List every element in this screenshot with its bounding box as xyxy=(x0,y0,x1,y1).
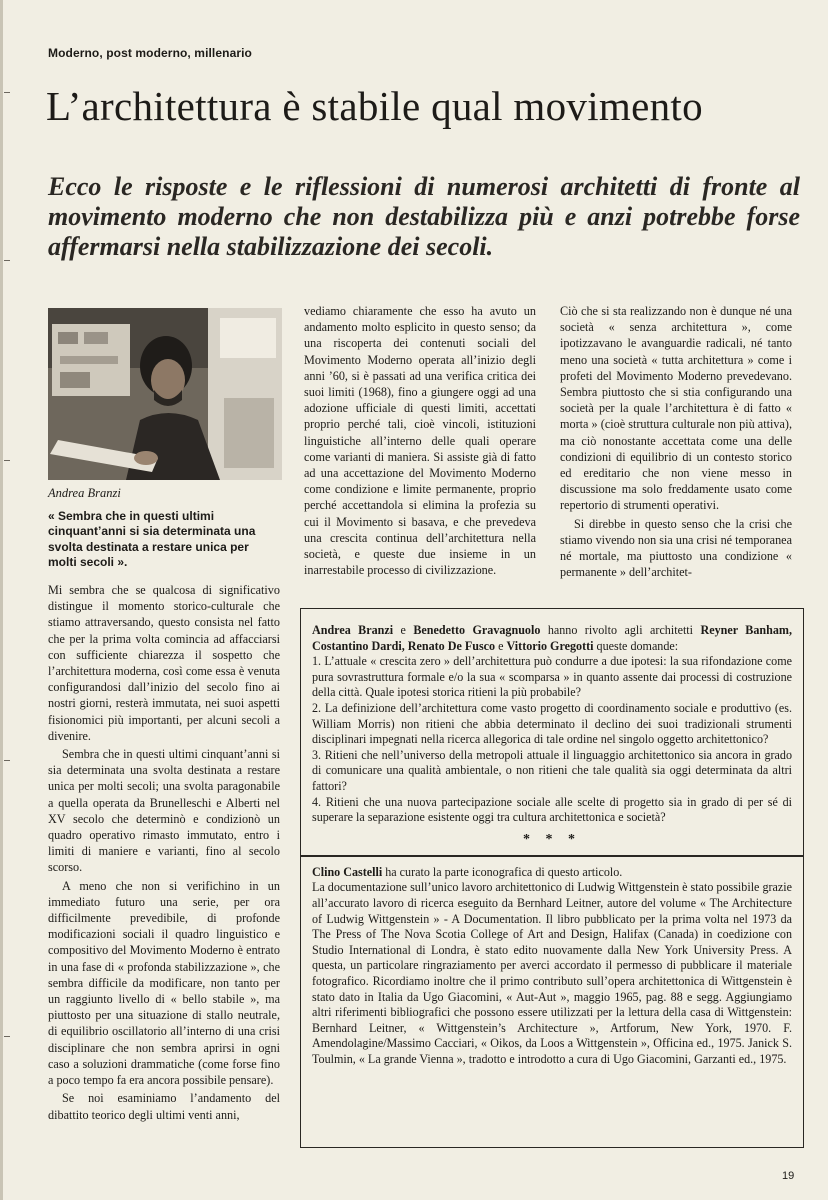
intro-part: e xyxy=(495,638,507,653)
intro-part: queste domande: xyxy=(593,638,679,653)
section-separator: * * * xyxy=(523,831,581,847)
question-item: 1. L’attuale « crescita zero » dell’architettura può condurre a due ipotesi: la sua rifondazione come pura sovrastruttura formale e/o la sua « scomparsa » in quanto assente dai processi di costruzione della città. Quale ipotesi storica ritieni la più probabile? xyxy=(312,654,792,700)
body-column-1 xyxy=(48,582,280,1123)
credits-body: La documentazione sull’unico lavoro architettonico di Ludwig Wittgenstein è stato possibile grazie all’accurato lavoro di ricerca eseguito da Bernhard Leitner, autore del volume « The Architecture of Ludwig Wittgenstein » - A Documentation. Il libro pubblicato per la prima volta nel 1973 da The Press of The Nova Scotia College of Art and Design, Halifax (Canada) in coedizione con Studio International di Londra, è stato edito nuovamente dalla New York University Press. A questa, un particolare ringraziamento per averci accordato il permesso di pubblicare il materiale fotografico. Ricordiamo inoltre che il primo contributo sull’opera architettonica di Wittgenstein è stato dato in Italia da Ugo Giacomini, « Aut-Aut », maggio 1965, pag. 88 e segg. Aggiungiamo altri riferimenti bibliografici che possono essere utilizzati per la lettura della casa di Wittgenstein: Bernhard Leitner, « Wittgenstein’s Architecture », Artforum, New York, 1970. F. Amendolagine/Massimo Cacciari, « Oikos, da Loos a Wittgenstein », Officina ed., 1975. Janick S. Toulmin, « La grande Vienna », tradotto e introdotto a cura di Ugo Giacomini, Garzanti ed., 1975. xyxy=(312,880,792,1066)
box-divider xyxy=(301,855,803,857)
article-lede: Ecco le risposte e le riflessioni di numerosi architetti di fronte al movimento moderno che non destabilizza più e anzi potrebbe forse affermarsi nella stabilizzazione dei secoli. xyxy=(48,172,800,261)
page-number: 19 xyxy=(782,1170,795,1182)
intro-part: hanno rivolto agli architetti xyxy=(540,623,701,637)
questions-box xyxy=(300,608,804,1148)
credits-line xyxy=(312,865,792,881)
margin-mark xyxy=(4,1036,10,1037)
intro-part: Reyner Banham, Costantino Dardi, Renato De Fusco xyxy=(312,623,792,653)
margin-mark xyxy=(4,260,10,261)
credits-rest: ha curato la parte iconografica di questo articolo. xyxy=(382,864,623,879)
paragraph: Sembra che in questi ultimi cinquant’anni si sia determinata una svolta destinata a restare unica per molti secoli; una svolta paragonabile a quella operata da Brunelleschi e Alberti nel XV secolo che determinò e condizionò un quadro operativo rimasto immutato, entro i limiti di maniere e varianti, fino al secolo scorso. xyxy=(48,747,280,875)
portrait-photo xyxy=(48,308,282,480)
paragraph: Se noi esaminiamo l’andamento del dibattito teorico degli ultimi venti anni, xyxy=(48,1091,280,1122)
paragraph: Si direbbe in questo senso che la crisi che stiamo vivendo non sia una crisi né temporanea né mortale, ma piuttosto una condizione « permanente » dell’architet- xyxy=(560,516,792,580)
photo-caption: Andrea Branzi xyxy=(48,486,121,500)
question-item: 4. Ritieni che una nuova partecipazione sociale alle scelte di progetto sia in grado di per sé di superare la separazione esistente oggi tra cultura architettonica e società? xyxy=(312,794,792,825)
body-column-2 xyxy=(304,303,536,578)
paragraph: Ciò che si sta realizzando non è dunque né una società « senza architettura », come ipotizzavano le avanguardie radicali, né tanto meno una società « tutta architettura » come i profeti del Movimento Moderno prevedevano. Sembra piuttosto che si stia configurando una società per la quale l’architettura è di fatto « morta » (cioè struttura culturale non più attiva), ma ciò nonostante accettata come una delle condizioni di equilibrio di un contesto storico ed ereditario che non viene messo in discussione ma solo freddamente usato come repertorio di strumenti operativi. xyxy=(560,304,792,513)
intro-part: e xyxy=(393,623,414,637)
body-column-3 xyxy=(560,303,792,580)
article-title: L’architettura è stabile qual movimento xyxy=(46,83,703,129)
paragraph: Mi sembra che se qualcosa di significativo distingue il momento storico-culturale che stiamo attraversando, questo consista nel fatto che per la prima volta comincia ad affacciarsi con sufficiente chiarezza il sospetto che l’architettura moderna, così come essa è venuta configurandosi dall’inizio del secolo fino ai nostri giorni, resterà immutata, nei suoi aspetti fisionomici più importanti, per alcuni secoli a divenire. xyxy=(48,583,280,743)
intro-part: Andrea Branzi xyxy=(312,623,394,637)
paragraph: A meno che non si verifichino in un immediato futuro una serie, per ora difficilmente prevedibile, di profonde modificazioni sociali il quadro linguistico e compositivo del Movimento Moderno è entrato in una fase di « profonda stabilizzazione », che sembra difficile da modificare, non tanto per un raggiunto livello di « bello stabile », ma piuttosto per una situazione di stallo neutrale, di equilibrio oscillatorio all’interno di una crisi disciplinare che non sembra aprirsi in ogni caso a soluzioni drammatiche (come forse fino a poco tempo fa era ancora possibile pensare). xyxy=(48,878,280,1088)
margin-mark xyxy=(4,460,10,461)
questions-intro xyxy=(312,623,792,654)
portrait-illustration xyxy=(48,308,282,480)
paragraph: vediamo chiaramente che esso ha avuto un andamento molto esplicito in questo senso; da una riscoperta dei contenuti sociali del Movimento Moderno operata all’inizio degli anni ’60, si è passati ad una verifica critica dei suoi limiti (1968), fino a giungere oggi ad una adozione ufficiale di questi limiti, accettati proprio perché tali, cioè vincoli, istituzioni linguistiche all’interno delle quali operare come varianti di maniera. Si assiste già di fatto ad una accettazione del Movimento Moderno come condizione e limite permanente, proprio perché accettandola si elimina la profezia su cui il Movimento si basava, e che prevedeva una crescita continua dell’architettura nella società, e queste due insieme in un inarrestabile processo di civilizzazione. xyxy=(304,304,536,578)
page-edge xyxy=(0,0,3,1200)
question-item: 3. Ritieni che nell’universo della metropoli attuale il linguaggio architettonico sia ancora in grado di comunicare una qualità ambientale, o non ritieni che tale qualità sia oggi determinata da altri fattori? xyxy=(312,747,792,793)
credits-name: Clino Castelli xyxy=(312,864,383,879)
pull-quote: « Sembra che in questi ultimi cinquant’anni si sia determinata una svolta destinata a restare unica per molti secoli ». xyxy=(48,509,256,569)
margin-mark xyxy=(4,92,10,93)
intro-part: Benedetto Gravagnuolo xyxy=(413,623,541,637)
intro-part: Vittorio Gregotti xyxy=(506,638,594,653)
question-item: 2. La definizione dell’architettura come vasto progetto di coordinamento sociale e produttivo (es. William Morris) non ritieni che abbia determinato il declino dei suoi tradizionali strumenti disciplinari impegnati nella ricerca allegorica di tale ordine nel singolo oggetto architettonico? xyxy=(312,700,792,747)
margin-mark xyxy=(4,760,10,761)
section-kicker: Moderno, post moderno, millenario xyxy=(48,46,252,60)
